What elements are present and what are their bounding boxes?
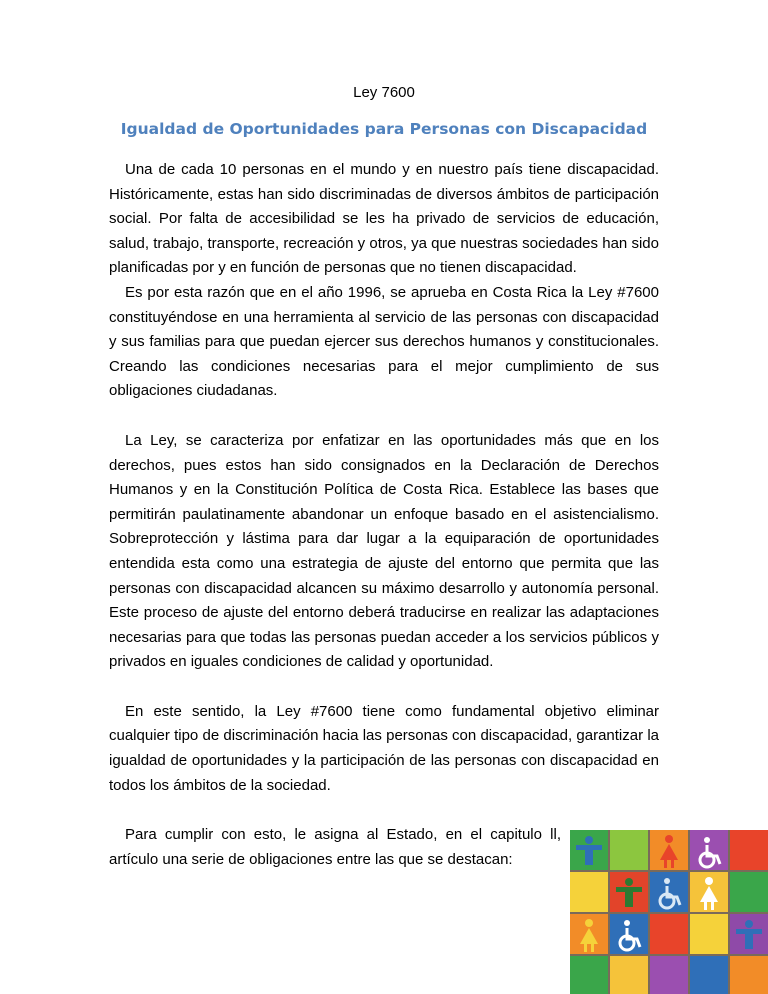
document-title: Ley 7600	[353, 84, 415, 101]
document-subtitle: Igualdad de Oportunidades para Personas con Discapacidad	[120, 120, 648, 138]
paragraph-law-approval: Es por esta razón que en el año 1996, se aprueba en Costa Rica la Ley #7600 constituyéndose en una herramienta al servicio de las personas con discapacidad y sus familias para que puedan ejercer sus derechos humanos y constitucionales. Creando las condiciones necesarias para el mejor cumplimiento de sus obligaciones ciudadanas.	[109, 283, 659, 400]
paragraph-state-obligations: Para cumplir con esto, le asigna al Estado, en el capitulo ll, artículo una serie de obligaciones entre las que se destacan:	[109, 826, 561, 868]
document-body	[109, 158, 659, 872]
paragraph-intro: Una de cada 10 personas en el mundo y en nuestro país tiene discapacidad. Históricamente, estas han sido discriminadas de diversos ámbitos de participación social. Por falta de accesibilidad se les ha privado de servicios de educación, salud, trabajo, transporte, recreación y otros, ya que nuestras sociedades han sido planificadas por y en función de personas que no tienen discapacidad.	[109, 161, 659, 277]
paragraph-law-objective: En este sentido, la Ley #7600 tiene como fundamental objetivo eliminar cualquier tipo de discriminación hacia las personas con discapacidad, garantizar la igualdad de oportunidades y la participación de las personas con discapacidad en todos los ámbitos de la sociedad.	[109, 702, 659, 794]
paragraph-law-characteristics: La Ley, se caracteriza por enfatizar en las oportunidades más que en los derechos, pues estos han sido consignados en la Declaración de Derechos Humanos y en la Constitución Política de Costa Rica. Establece las bases que permitirán paulatinamente abandonar un enfoque basado en el asistencialismo. Sobreprotección y lástima para dar lugar a la equiparación de oportunidades entendida esta como una estrategia de ajuste del entorno que permita que las personas con discapacidad alcancen su máximo desarrollo y autonomía personal. Este proceso de ajuste del entorno deberá traducirse en realizar las adaptaciones necesarias para que todas las personas puedan acceder a los servicios públicos y privados en iguales condiciones de calidad y oportunidad.	[109, 431, 659, 671]
accessibility-mosaic-illustration	[570, 830, 768, 994]
